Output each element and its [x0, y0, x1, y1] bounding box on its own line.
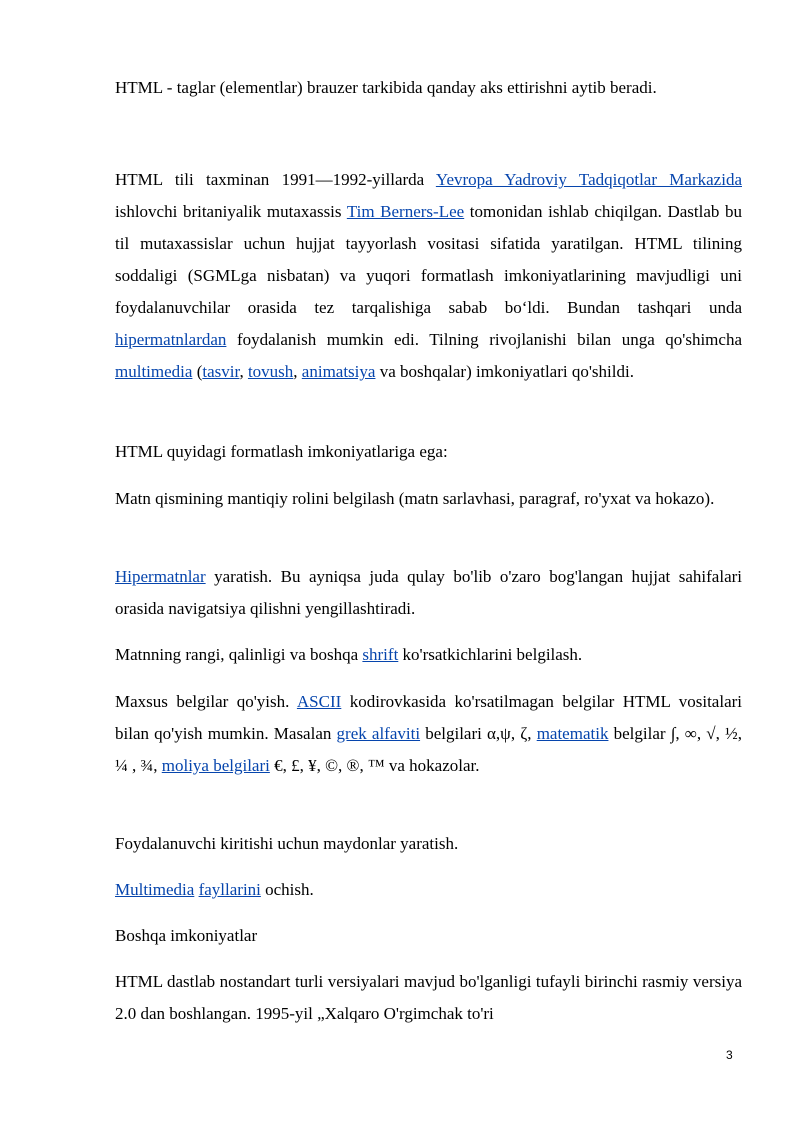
paragraph-special-chars: [115, 686, 742, 782]
paragraph-formatting-intro: HTML quyidagi formatlash imkoniyatlariga ega:: [115, 442, 448, 461]
link-cern[interactable]: Yevropa Yadroviy Tadqiqotlar Markazida: [435, 170, 742, 189]
link-multimedia[interactable]: multimedia: [115, 362, 193, 381]
text: Maxsus belgilar qo'yish.: [115, 692, 297, 711]
text: tomonidan ishlab chiqilgan. Dastlab bu til mutaxassislar uchun hujjat tayyorlash vositasi sifatida yaratilgan. HTML tilining soddaligi (SGMLga nisbatan) va yuqori formatlash imkoniyatlarining mavjudligi uni foydalanuvchilar orasida tez tarqalishiga sabab bo‘ldi. Bundan tashqari unda: [115, 202, 742, 317]
text: kodirovkasida ko'rsatilmagan belgilar HTML vositalari bilan qo'yish mumkin. Masalan: [115, 692, 742, 743]
text: €, £, ¥, ©, ®, ™ va hokazolar.: [269, 756, 480, 775]
link-fayllarini[interactable]: fayllarini: [198, 880, 261, 899]
link-shrift[interactable]: shrift: [362, 645, 399, 664]
paragraph-history: [115, 164, 742, 388]
text: belgilar ∫, ∞, √, ½, ¼ , ¾,: [115, 724, 743, 775]
text: va boshqalar) imkoniyatlari qo'shildi.: [375, 362, 634, 381]
text: ishlovchi britaniyalik mutaxassis: [115, 202, 347, 221]
text: ,: [293, 362, 302, 381]
paragraph-versions: HTML dastlab nostandart turli versiyalari mavjud bo'lganligi tufayli birinchi rasmiy versiya 2.0 dan boshlangan. 1995-yil „Xalqaro O'rgimchak to'ri: [115, 972, 742, 1023]
link-hipermatnlar[interactable]: Hipermatnlar: [115, 567, 206, 586]
paragraph-multimedia: [115, 874, 742, 906]
paragraph-hypertext: [115, 561, 742, 625]
text: ochish.: [260, 880, 314, 899]
link-tasvir[interactable]: tasvir: [202, 362, 240, 381]
link-ascii[interactable]: ASCII: [296, 692, 342, 711]
link-matematik[interactable]: matematik: [536, 724, 609, 743]
text: ,: [239, 362, 248, 381]
text: ko'rsatkichlarini belgilash.: [398, 645, 583, 664]
link-tovush[interactable]: tovush: [247, 362, 294, 381]
text: yaratish. Bu ayniqsa juda qulay bo'lib o'zaro bog'langan hujjat sahifalari orasida navigatsiya qilishni yengillashtiradi.: [115, 567, 742, 618]
paragraph-logical-role: Matn qismining mantiqiy rolini belgilash (matn sarlavhasi, paragraf, ro'yxat va hokazo).: [115, 489, 715, 508]
text: foydalanish mumkin edi. Tilning rivojlanishi bilan unga qo'shimcha: [226, 330, 742, 349]
text: (: [192, 362, 203, 381]
text: belgilari α,ψ, ζ,: [420, 724, 537, 743]
link-multimedia-2[interactable]: Multimedia: [115, 880, 195, 899]
text: Matnning rangi, qalinligi va boshqa: [115, 645, 363, 664]
link-hipermatnlardan[interactable]: hipermatnlardan: [115, 330, 227, 349]
paragraph-other-features: Boshqa imkoniyatlar: [115, 926, 258, 945]
paragraph-html-tags: HTML - taglar (elementlar) brauzer tarkibida qanday aks ettirishni aytib beradi.: [115, 78, 657, 97]
text: HTML tili taxminan 1991—1992-yillarda: [115, 170, 436, 189]
link-tim-berners-lee[interactable]: Tim Berners-Lee: [346, 202, 465, 221]
paragraph-font: [115, 639, 742, 671]
page-number: 3: [726, 1048, 733, 1062]
link-animatsiya[interactable]: animatsiya: [301, 362, 376, 381]
link-moliya-belgilari[interactable]: moliya belgilari: [161, 756, 270, 775]
link-grek-alfaviti[interactable]: grek alfaviti: [336, 724, 421, 743]
paragraph-input-fields: Foydalanuvchi kiritishi uchun maydonlar yaratish.: [115, 834, 459, 853]
